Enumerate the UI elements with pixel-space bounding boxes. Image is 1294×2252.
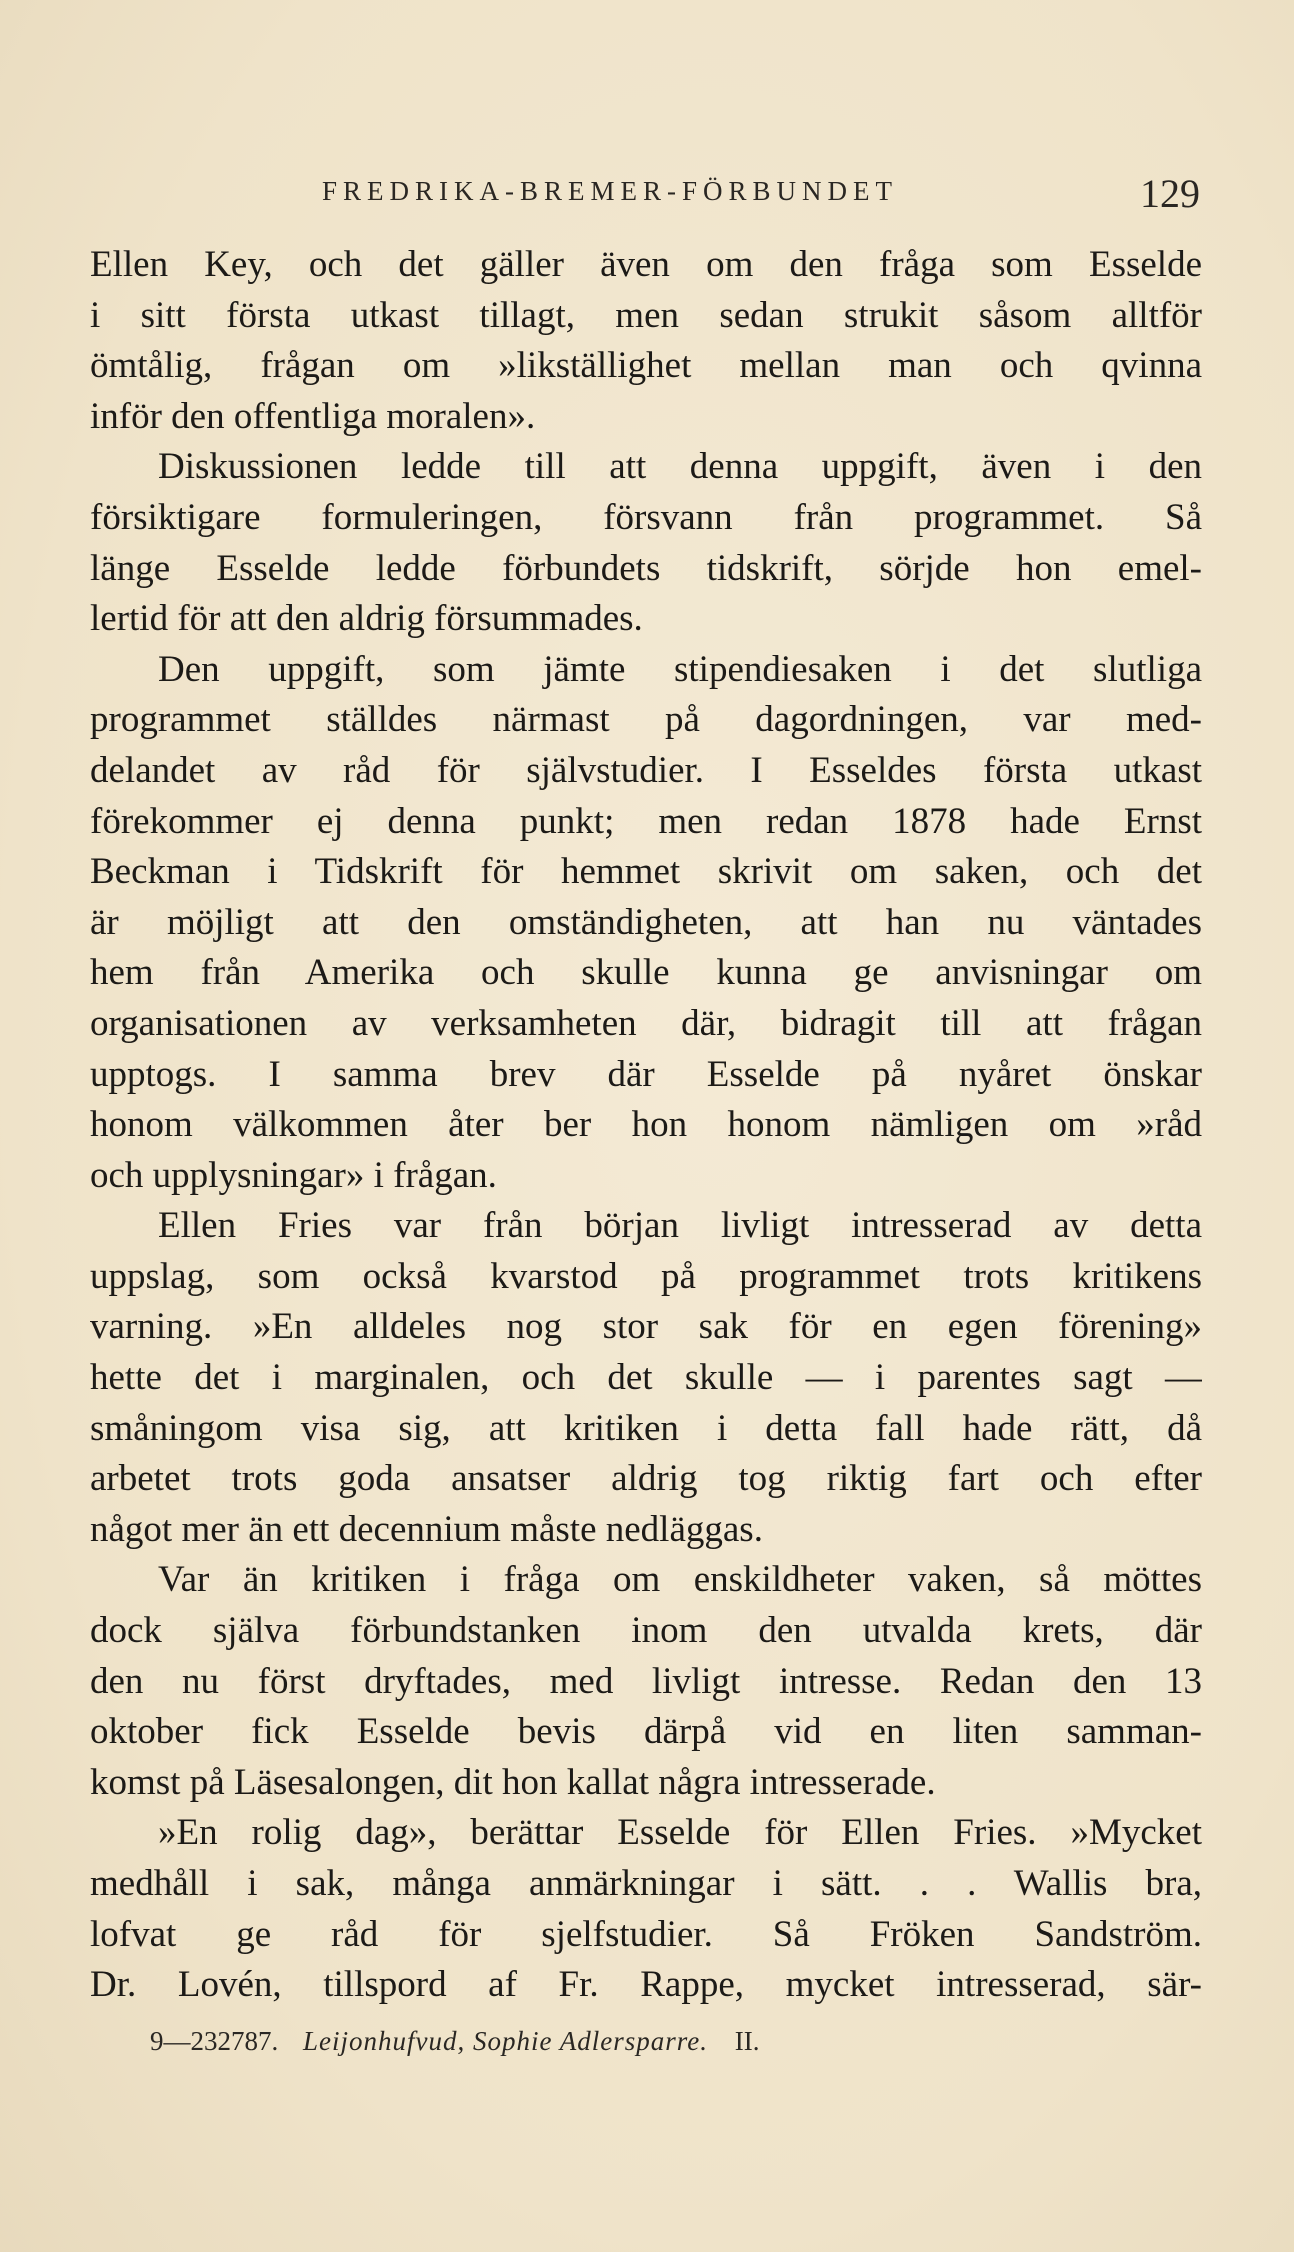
text-line: ömtålig, frågan om »likställighet mellan man och qvinna xyxy=(90,345,1202,387)
text-line: försiktigare formuleringen, försvann från programmet. Så xyxy=(90,496,1202,538)
text-line: Ellen Key, och det gäller även om den fråga som Esselde xyxy=(90,244,1202,285)
text-line: Beckman i Tidskrift för hemmet skrivit om saken, och det xyxy=(90,851,1202,893)
running-title: FREDRIKA-BREMER-FÖRBUNDET xyxy=(322,176,899,206)
text-line: lofvat ge råd för sjelfstudier. Så Fröken Sandström. xyxy=(90,1913,1202,1955)
footer-volume: II. xyxy=(734,2026,760,2056)
text-line: uppslag, som också kvarstod på programmet trots kritikens xyxy=(90,1255,1202,1297)
page-header xyxy=(90,168,1200,228)
text-line: programmet ställdes närmast på dagordningen, var med- xyxy=(90,699,1202,741)
text-line: »En rolig dag», berättar Esselde för Ellen Fries. »Mycket xyxy=(158,1812,1202,1854)
text-line: Dr. Lovén, tillspord af Fr. Rappe, mycket intresserad, sär- xyxy=(90,1964,1202,2006)
text-line: upptogs. I samma brev där Esselde på nyåret önskar xyxy=(90,1053,1202,1095)
text-line: dock själva förbundstanken inom den utvalda krets, där xyxy=(90,1610,1202,1652)
text-line: oktober fick Esselde bevis därpå vid en liten samman- xyxy=(90,1711,1202,1753)
text-line: Den uppgift, som jämte stipendiesaken i det slutliga xyxy=(158,648,1202,690)
text-line: medhåll i sak, många anmärkningar i sätt. . . Wallis bra, xyxy=(90,1863,1202,1904)
text-line: är möjligt att den omständigheten, att han nu väntades xyxy=(90,901,1202,943)
body-text xyxy=(90,240,1202,2011)
text-line: honom välkommen åter ber hon honom nämligen om »råd xyxy=(90,1104,1202,1146)
text-line: arbetet trots goda ansatser aldrig tog riktig fart och efter xyxy=(90,1458,1202,1500)
text-line: delandet av råd för självstudier. I Esseldes första utkast xyxy=(90,749,1202,791)
text-line: den nu först dryftades, med livligt intresse. Redan den 13 xyxy=(90,1660,1202,1702)
text-line: organisationen av verksamheten där, bidragit till att frågan xyxy=(90,1002,1202,1044)
text-line: hette det i marginalen, och det skulle — i parentes sagt — xyxy=(90,1357,1202,1399)
text-line: hem från Amerika och skulle kunna ge anvisningar om xyxy=(90,952,1202,994)
signature-mark: 9—232787. xyxy=(150,2026,279,2056)
text-line: småningom visa sig, att kritiken i detta fall hade rätt, då xyxy=(90,1407,1202,1449)
text-line: länge Esselde ledde förbundets tidskrift, sörjde hon emel- xyxy=(90,547,1202,589)
text-line: Var än kritiken i fråga om enskildheter vaken, så möttes xyxy=(158,1559,1202,1601)
text-line: Diskussionen ledde till att denna uppgift, även i den xyxy=(158,446,1202,488)
page-number: 129 xyxy=(1140,171,1200,216)
text-line: varning. »En alldeles nog stor sak för en egen förening» xyxy=(90,1306,1202,1348)
text-line: i sitt första utkast tillagt, men sedan strukit såsom alltför xyxy=(90,294,1202,336)
text-line: och upplysningar» i frågan. xyxy=(90,1154,497,1196)
text-line: förekommer ej denna punkt; men redan 1878 hade Ernst xyxy=(90,800,1202,842)
text-line: Ellen Fries var från början livligt intresserad av detta xyxy=(158,1205,1202,1247)
text-line: inför den offentliga moralen». xyxy=(90,395,536,437)
signature-line xyxy=(150,2016,1050,2066)
text-line: lertid för att den aldrig försummades. xyxy=(90,598,643,640)
footer-author: Leijonhufvud, Sophie Adlersparre. xyxy=(303,2026,708,2056)
text-line: något mer än ett decennium måste nedläggas. xyxy=(90,1508,763,1550)
text-line: komst på Läsesalongen, dit hon kallat några intresserade. xyxy=(90,1761,936,1803)
